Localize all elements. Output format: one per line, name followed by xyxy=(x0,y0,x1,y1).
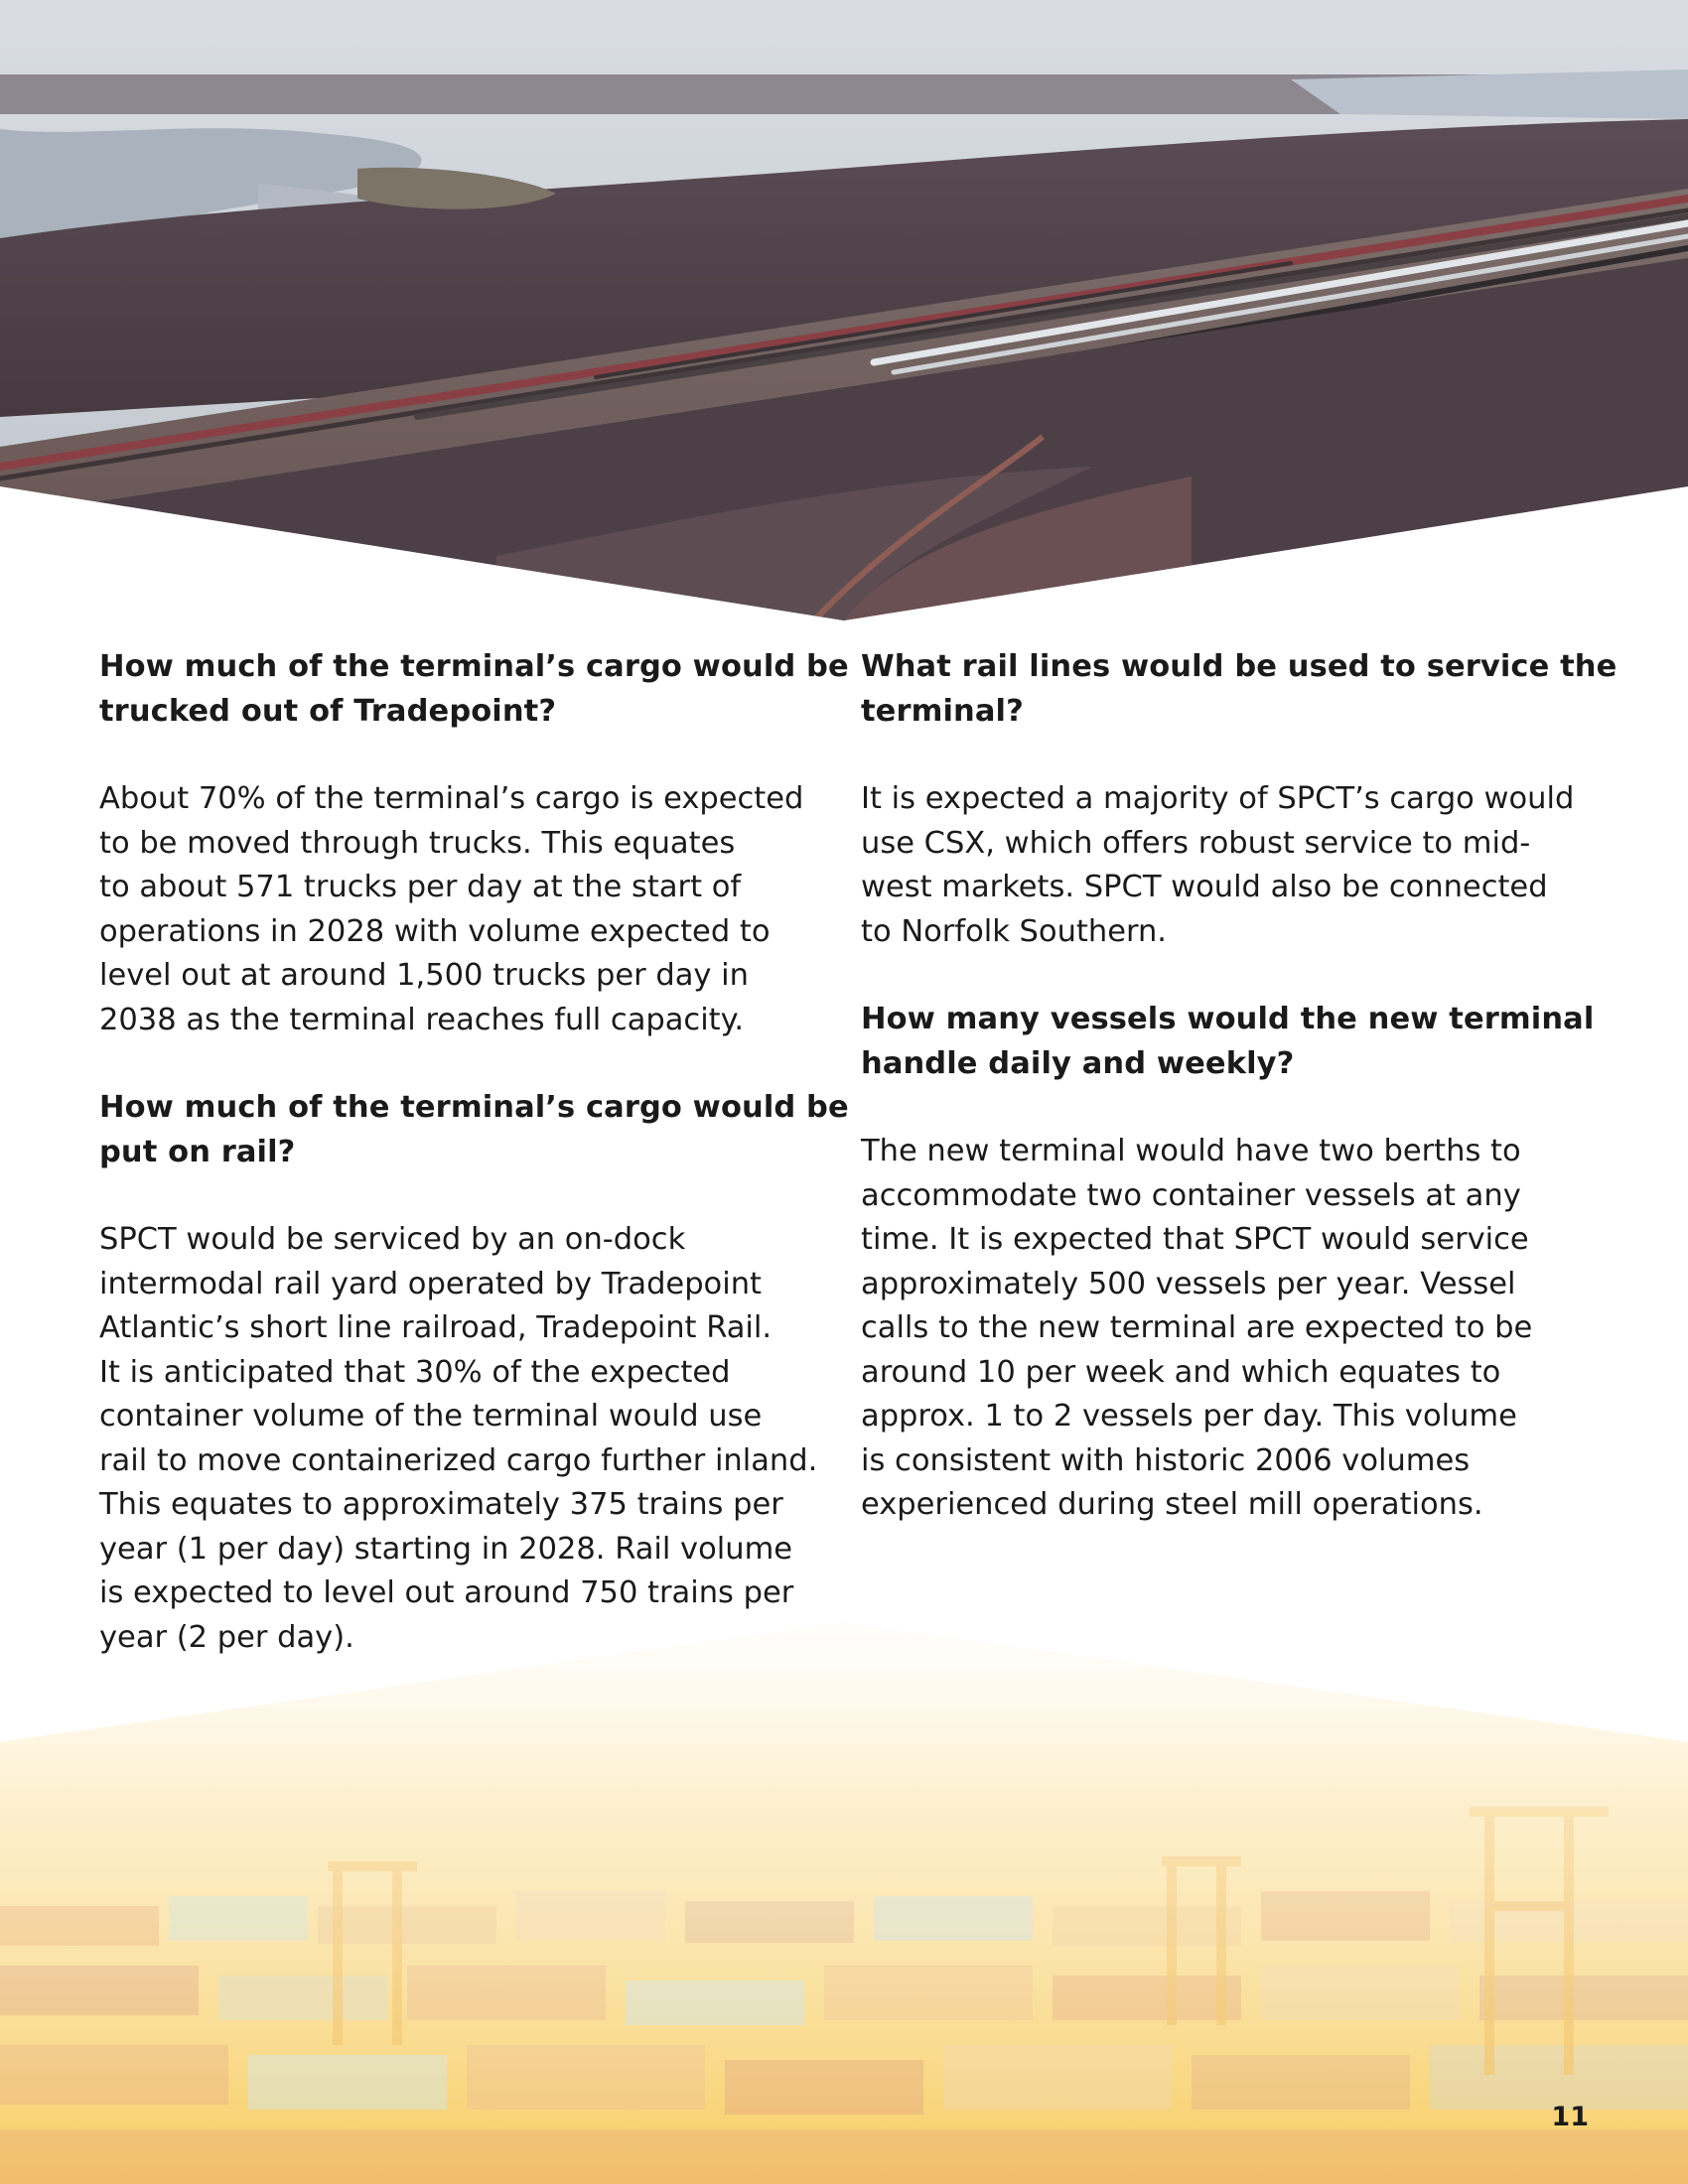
answer-trucked-cargo xyxy=(99,777,829,1042)
answer-line: year (2 per day). xyxy=(99,1619,354,1655)
answer-line: container volume of the terminal would use xyxy=(99,1399,763,1433)
answer-line: calls to the new terminal are expected to be xyxy=(861,1310,1533,1345)
answer-line: to Norfolk Southern. xyxy=(861,913,1167,949)
answer-line: operations in 2028 with volume expected to xyxy=(99,913,771,949)
question-line: How many vessels would the new terminal xyxy=(861,1002,1595,1036)
question-line: How much of the terminal’s cargo would be xyxy=(99,1090,849,1125)
answer-line: use CSX, which offers robust service to mid- xyxy=(861,825,1531,861)
question-line: What rail lines would be used to service the xyxy=(861,649,1618,684)
question-line: How much of the terminal’s cargo would be xyxy=(99,649,849,684)
page-number: 11 xyxy=(1551,2102,1589,2132)
answer-line: is consistent with historic 2006 volumes xyxy=(861,1442,1471,1478)
answer-rail-cargo xyxy=(99,1218,829,1660)
answer-line: to be moved through trucks. This equates xyxy=(99,825,736,861)
answer-line: rail to move containerized cargo further inland. xyxy=(99,1442,818,1478)
answer-line: The new terminal would have two berths to xyxy=(861,1134,1521,1168)
answer-line: is expected to level out around 750 trains per xyxy=(99,1575,794,1610)
answer-line: SPCT would be serviced by an on-dock xyxy=(99,1222,686,1257)
left-column xyxy=(99,645,849,1704)
answer-line: Atlantic’s short line railroad, Tradepoint Rail. xyxy=(99,1310,773,1345)
answer-line: This equates to approximately 375 trains per xyxy=(99,1487,783,1522)
question-rail-cargo xyxy=(99,1086,849,1174)
question-line: handle daily and weekly? xyxy=(861,1045,1295,1081)
question-line: terminal? xyxy=(861,693,1024,729)
answer-vessels xyxy=(861,1130,1591,1528)
answer-line: around 10 per week and which equates to xyxy=(861,1354,1501,1390)
question-trucked-cargo xyxy=(99,645,849,734)
answer-line: 2038 as the terminal reaches full capacity. xyxy=(99,1002,745,1037)
answer-line: experienced during steel mill operations. xyxy=(861,1487,1483,1522)
answer-line: About 70% of the terminal’s cargo is expected xyxy=(99,781,804,816)
answer-line: west markets. SPCT would also be connected xyxy=(861,870,1548,904)
answer-line: intermodal rail yard operated by Tradepoint xyxy=(99,1266,762,1301)
answer-rail-lines xyxy=(861,777,1591,954)
question-vessels xyxy=(861,998,1595,1086)
right-column xyxy=(861,645,1618,1571)
answer-line: accommodate two container vessels at any xyxy=(861,1177,1521,1213)
answer-line: to about 571 trucks per day at the start of xyxy=(99,870,742,904)
answer-line: approx. 1 to 2 vessels per day. This volume xyxy=(861,1399,1517,1433)
answer-line: approximately 500 vessels per year. Vessel xyxy=(861,1266,1516,1301)
question-line: put on rail? xyxy=(99,1134,296,1169)
question-line: trucked out of Tradepoint? xyxy=(99,693,557,729)
question-rail-lines xyxy=(861,645,1618,734)
answer-line: level out at around 1,500 trucks per day in xyxy=(99,958,749,993)
hero-photo xyxy=(0,0,1688,620)
answer-line: It is anticipated that 30% of the expected xyxy=(99,1354,731,1390)
answer-line: It is expected a majority of SPCT’s cargo would xyxy=(861,781,1575,816)
answer-line: time. It is expected that SPCT would service xyxy=(861,1222,1529,1257)
answer-line: year (1 per day) starting in 2028. Rail volume xyxy=(99,1531,793,1567)
